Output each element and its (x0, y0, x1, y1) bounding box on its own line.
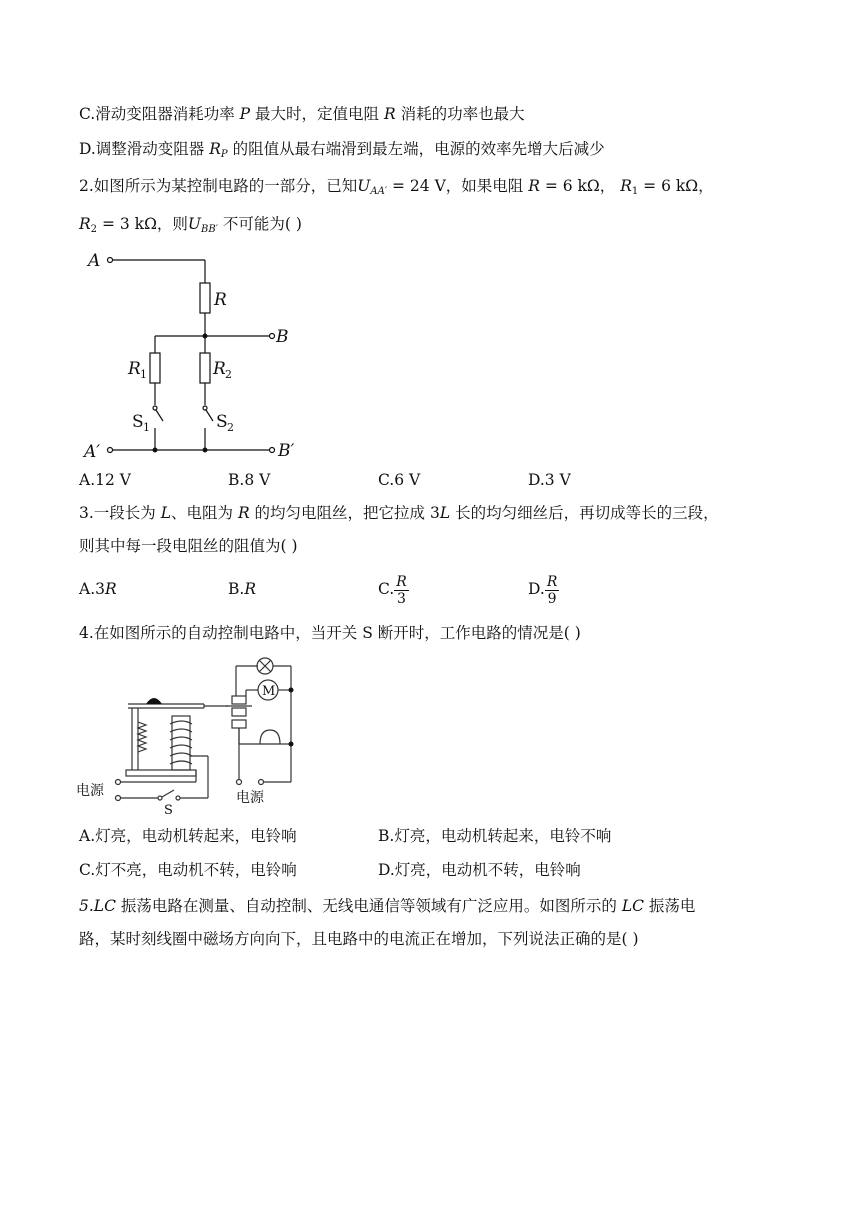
q2-label-r1-sub: 1 (140, 368, 147, 381)
q2-option-c: C.6 V (378, 471, 421, 489)
q3-stem-line1: 3.一段长为 L、电阻为 R 的均匀电阻丝，把它拉成 3L 长的均匀细丝后，再切成等长的三段， (79, 504, 719, 522)
q1-option-d: D.调整滑动变阻器 $R_P$ 的阻值从最右端滑到最左端，电源的效率先增大后减少 (79, 140, 605, 160)
q3-option-d: D. $\frac{R}{9}$ (528, 573, 558, 607)
q4-option-a: A.灯亮，电动机转起来，电铃响 (79, 827, 297, 845)
q4-label-power-left: 电源 (76, 783, 104, 799)
q4-option-c: C.灯不亮，电动机不转，电铃响 (79, 861, 297, 879)
q2-option-b: B.8 V (228, 471, 271, 489)
q2-label-r1: R (128, 359, 141, 379)
q4-relay-circuit-diagram (76, 652, 316, 817)
q4-label-power-right: 电源 (236, 790, 264, 806)
q2-label-s2-sub: 2 (227, 421, 234, 434)
q4-stem: 4.在如图所示的自动控制电路中，当开关 S 断开时，工作电路的情况是( ) (79, 624, 581, 642)
q5-stem-line2: 路，某时刻线圈中磁场方向向下，且电路中的电流正在增加，下列说法正确的是( ) (79, 930, 639, 948)
q3-option-b: B.R (228, 580, 256, 598)
q2-label-r: R (214, 290, 227, 310)
q2-label-b-prime: B′ (278, 441, 295, 461)
q2-stem-line1: 2.如图所示为某控制电路的一部分，已知$U_{AA'} = 24$ V，如果电阻 R = 6 kΩ， $R_1 = 6$ kΩ， (79, 177, 714, 197)
q3-stem-line2: 则其中每一段电阻丝的阻值为( ) (79, 537, 298, 555)
q2-stem-line2: $R_2 = 3$ kΩ，则$U_{BB'}$ 不可能为( ) (79, 215, 302, 235)
q2-label-r2-sub: 2 (225, 368, 232, 381)
q2-label-s2: S (216, 412, 228, 432)
q4-option-b: B.灯亮，电动机转起来，电铃不响 (378, 827, 612, 845)
q4-label-switch: S (164, 803, 173, 818)
q2-label-a: A (88, 251, 101, 271)
q1-option-c: C.滑动变阻器消耗功率 P 最大时，定值电阻 R 消耗的功率也最大 (79, 105, 525, 123)
q2-label-s1: S (132, 412, 144, 432)
q3-option-a: A.3R (79, 580, 117, 598)
q4-option-d: D.灯亮，电动机不转，电铃响 (378, 861, 581, 879)
q2-circuit-diagram (80, 245, 300, 465)
q2-label-a-prime: A′ (84, 442, 101, 462)
q2-label-r2: R (213, 359, 226, 379)
q2-label-b: B (276, 327, 289, 347)
q4-motor-label: M (262, 684, 276, 699)
q2-label-s1-sub: 1 (143, 421, 150, 434)
q5-stem-line1: 5.LC 振荡电路在测量、自动控制、无线电通信等领域有广泛应用。如图所示的 LC 振荡电 (79, 897, 696, 915)
q3-option-c: C. $\frac{R}{3}$ (378, 573, 407, 607)
q2-option-d: D.3 V (528, 471, 571, 489)
q2-option-a: A.12 V (79, 471, 131, 489)
